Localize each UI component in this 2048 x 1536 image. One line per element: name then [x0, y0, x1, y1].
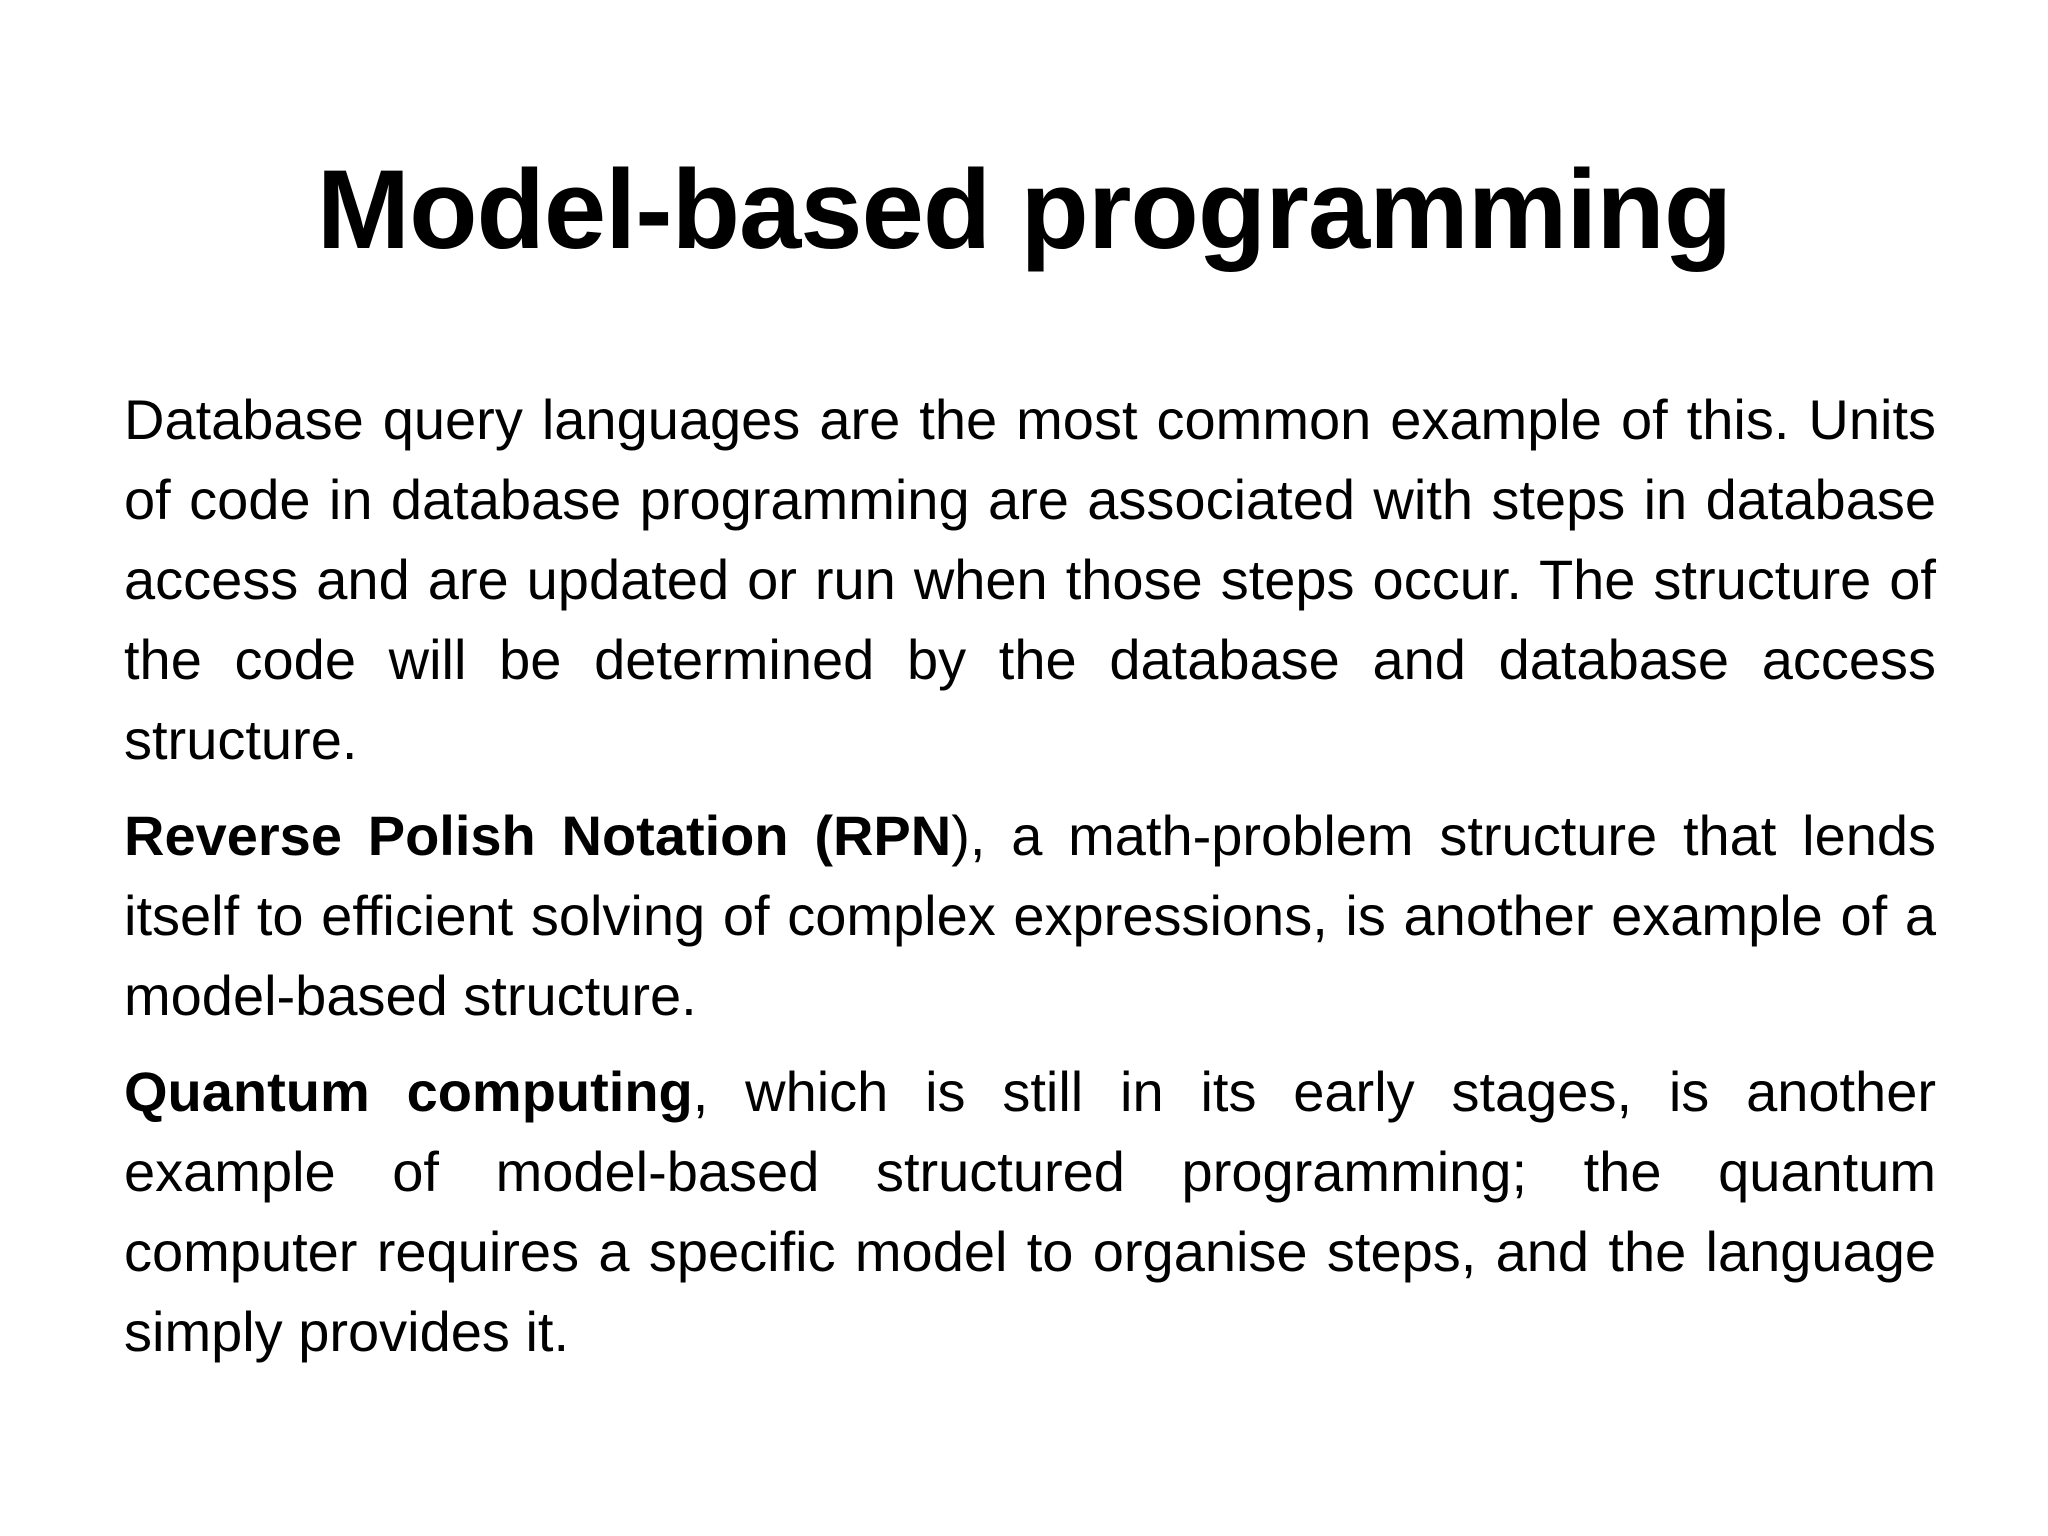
- paragraph-lead: Reverse Polish Notation (RPN: [124, 804, 952, 867]
- paragraph-text: , which is still in its early stages, is another example of model-based structured programming; the quantum computer requires a specific model to organise steps, and the language simply provides it.: [124, 1060, 1936, 1363]
- paragraph-database-query: [124, 380, 1936, 780]
- paragraph-rpn: [124, 796, 1936, 1036]
- slide-title: Model-based programming: [316, 147, 1732, 272]
- paragraph-text: Database query languages are the most common example of this. Units of code in database programming are associated with steps in database access and are updated or run when those steps occur. The structure of the code will be determined by the database and database access structure.: [124, 388, 1936, 771]
- paragraph-text: ), a math-problem structure that lends itself to efficient solving of complex expressions, is another example of a model-based structure.: [124, 804, 1937, 1027]
- paragraph-quantum-computing: [124, 1052, 1936, 1372]
- paragraph-lead: Quantum computing: [124, 1060, 693, 1123]
- slide-body: [124, 380, 1936, 1388]
